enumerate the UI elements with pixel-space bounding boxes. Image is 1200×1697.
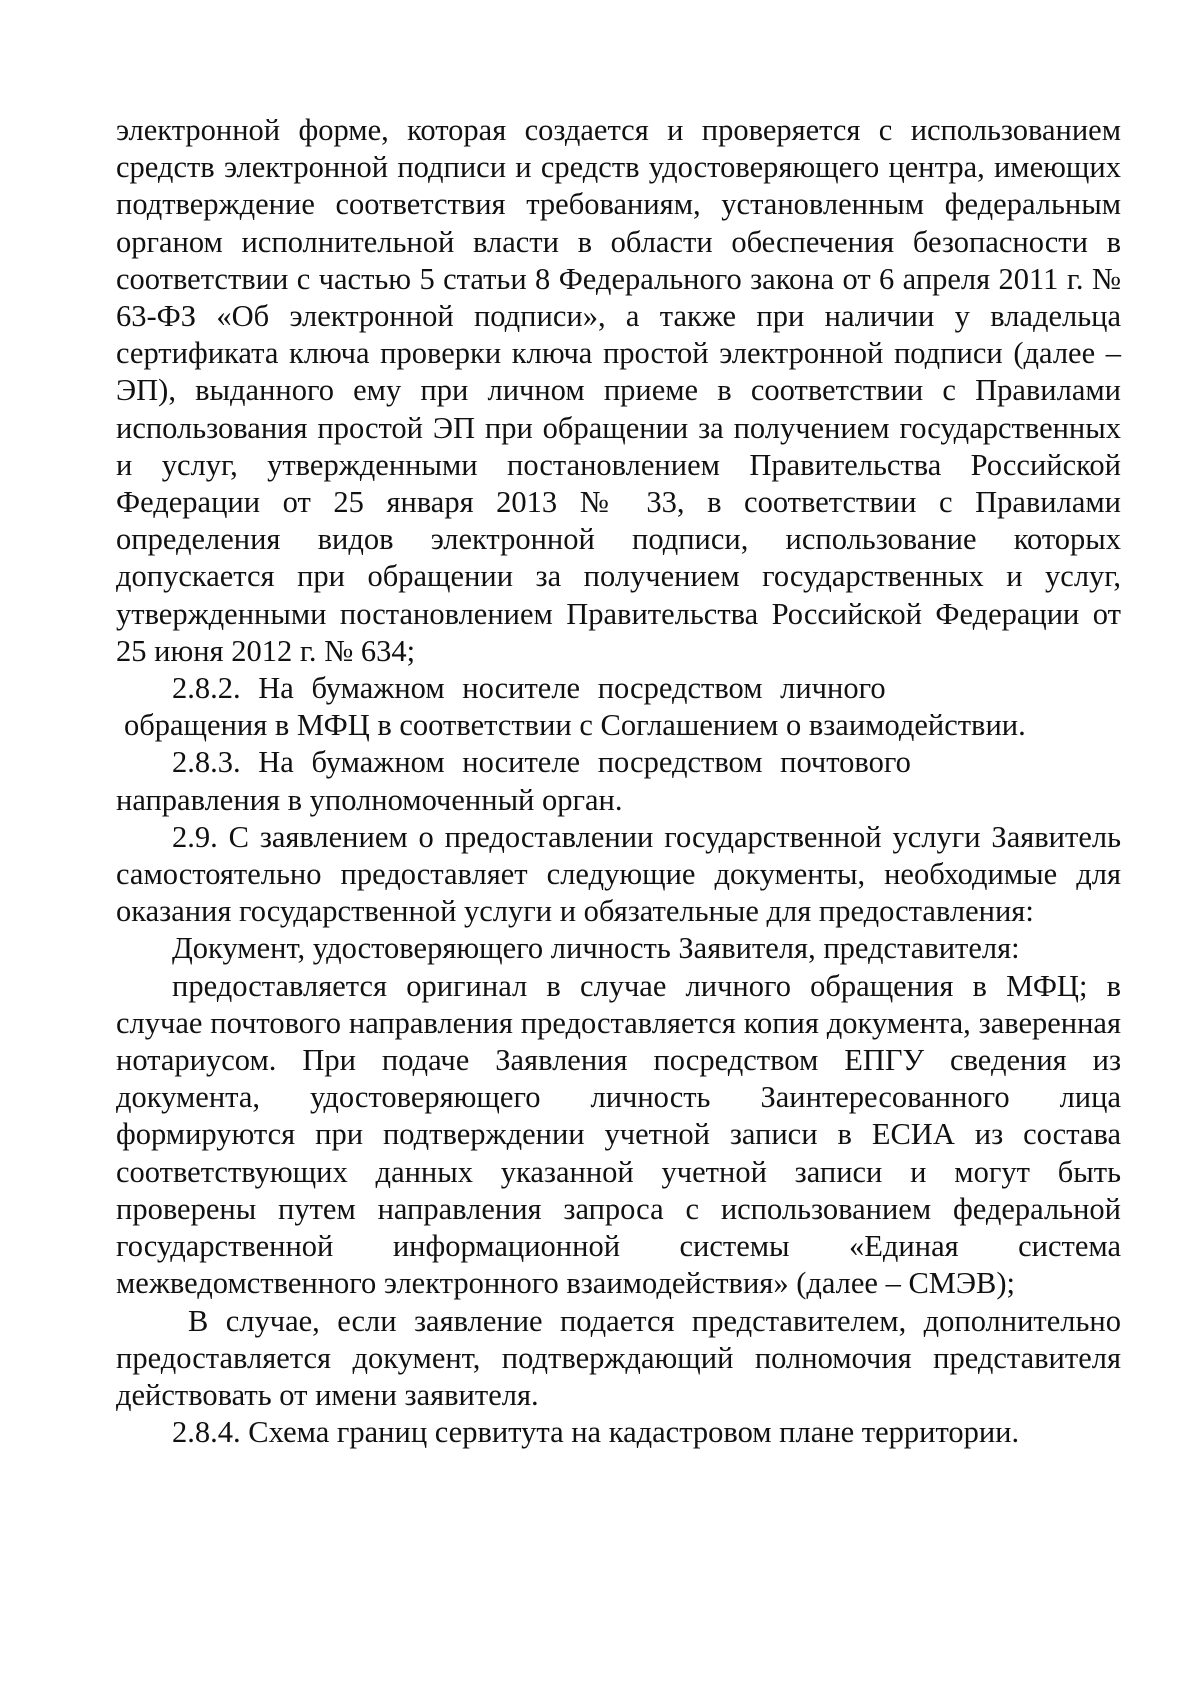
- paragraph-original-provided: предоставляется оригинал в случае личного обращения в МФЦ; в случае почтового направления предоставляется копия документа, заверенная нотариусом. При подаче Заявления посредством ЕПГУ сведения из документа, удостоверяющего личность Заинтересованного лица формируются при подтверждении учетной записи в ЕСИА из состава соответствующих данных указанной учетной записи и могут быть проверены путем направления запроса с использованием федеральной государственной информационной системы «Единая система межведомственного электронного взаимодействия» (далее – СМЭВ);: [116, 968, 1121, 1301]
- document-page: [116, 112, 1121, 1451]
- paragraph-representative: В случае, если заявление подается представителем, дополнительно предоставляется документ, подтверждающий полномочия представителя действовать от имени заявителя.: [116, 1303, 1121, 1412]
- paragraph-2-8-4: 2.8.4. Схема границ сервитута на кадастровом плане территории.: [172, 1415, 1020, 1450]
- paragraph-identity-document: Документ, удостоверяющего личность Заявителя, представителя:: [172, 931, 1020, 966]
- paragraph-2-8-2-line2: обращения в МФЦ в соответствии с Соглашением о взаимодействии.: [124, 708, 1026, 743]
- paragraph-2-8-2-line1: 2.8.2. На бумажном носителе посредством личного: [172, 671, 886, 706]
- paragraph-2-8-3-line2: направления в уполномоченный орган.: [116, 782, 623, 817]
- paragraph-2-8-3-line1: 2.8.3. На бумажном носителе посредством почтового: [172, 745, 911, 780]
- paragraph-2-9: 2.9. С заявлением о предоставлении государственной услуги Заявитель самостоятельно предоставляет следующие документы, необходимые для оказания государственной услуги и обязательные для предоставления:: [116, 819, 1121, 929]
- paragraph-2-8-3: [116, 744, 1121, 818]
- paragraph-2-8-2: [116, 670, 1121, 744]
- paragraph-electronic-form: электронной форме, которая создается и проверяется с использованием средств электронной подписи и средств удостоверяющего центра, имеющих подтверждение соответствия требованиям, установленным федеральным органом исполнительной власти в области обеспечения безопасности в соответствии с частью 5 статьи 8 Федерального закона от 6 апреля 2011 г. № 63-ФЗ «Об электронной подписи», а также при наличии у владельца сертификата ключа проверки ключа простой электронной подписи (далее – ЭП), выданного ему при личном приеме в соответствии с Правилами использования простой ЭП при обращении за получением государственных и услуг, утвержденными постановлением Правительства Российской Федерации от 25 января 2013 № 33, в соответствии с Правилами определения видов электронной подписи, использование которых допускается при обращении за получением государственных и услуг, утвержденными постановлением Правительства Российской Федерации от 25 июня 2012 г. № 634;: [116, 113, 1121, 668]
